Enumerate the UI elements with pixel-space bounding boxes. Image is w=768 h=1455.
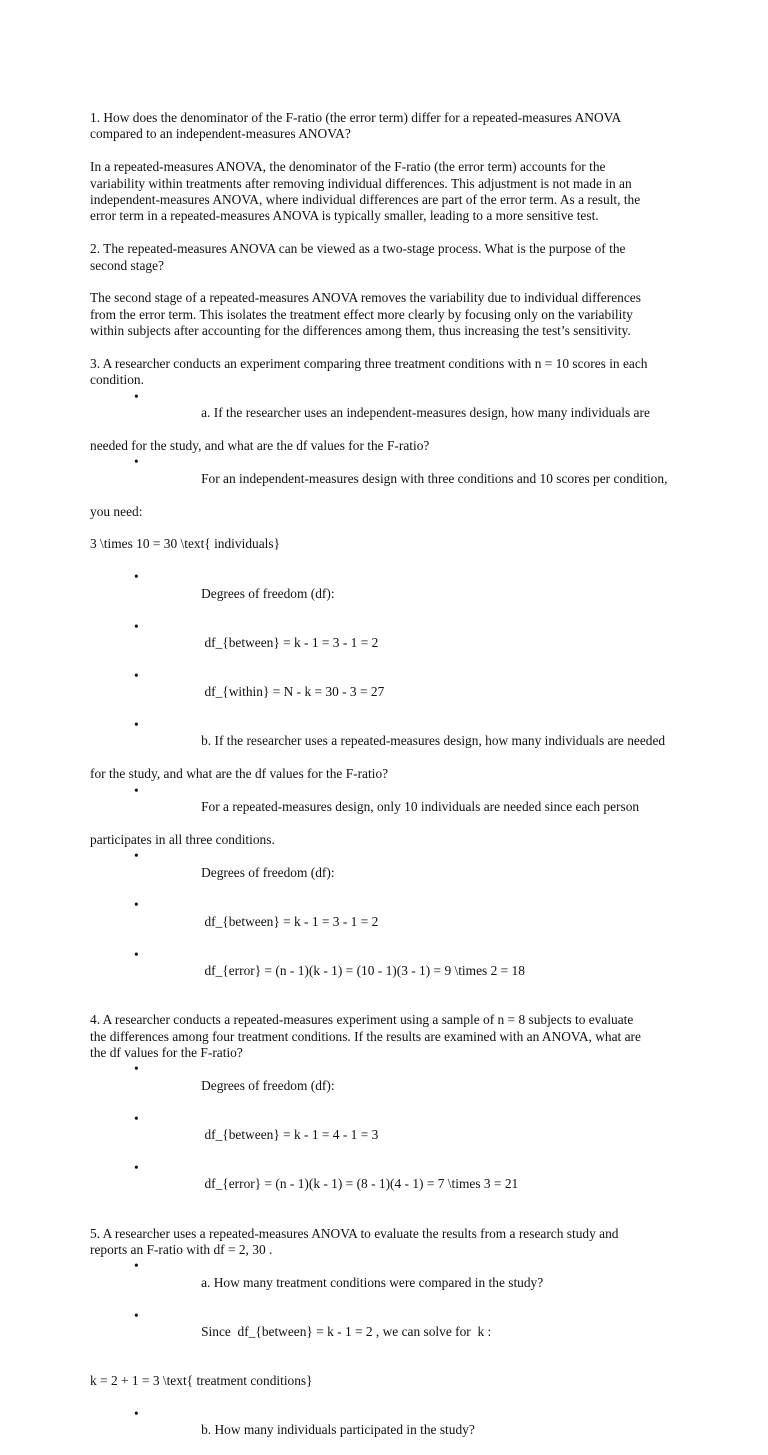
df-value: df_{between} = k - 1 = 3 - 1 = 2 <box>201 635 378 650</box>
part-b-answer-cont: participates in all three conditions. <box>90 832 680 848</box>
list-item <box>90 1406 680 1455</box>
answer-text: independent-measures ANOVA, where individual differences are part of the error term. As a result, the <box>90 192 680 208</box>
bullet-icon: • <box>134 717 139 733</box>
list-item <box>90 619 680 668</box>
bullet-icon: • <box>134 389 139 405</box>
bullet-icon: • <box>134 1258 139 1274</box>
list-item <box>90 1160 680 1209</box>
df-value: df_{error} = (n - 1)(k - 1) = (10 - 1)(3 - 1) = 9 \times 2 = 18 <box>201 963 525 978</box>
df-heading: Degrees of freedom (df): <box>201 586 334 601</box>
bullet-icon: • <box>134 897 139 913</box>
answer-2 <box>90 290 680 339</box>
question-text: the df values for the F-ratio? <box>90 1045 680 1061</box>
df-heading: Degrees of freedom (df): <box>201 865 334 880</box>
df-heading: Degrees of freedom (df): <box>201 1078 334 1093</box>
list-item <box>90 454 680 503</box>
question-4 <box>90 1012 680 1209</box>
list-item <box>90 1061 680 1110</box>
question-5 <box>90 1226 680 1455</box>
question-3 <box>90 356 680 996</box>
answer-1 <box>90 159 680 225</box>
part-a-question-cont: needed for the study, and what are the df values for the F-ratio? <box>90 438 680 454</box>
answer-text: variability within treatments after removing individual differences. This adjustment is not made in an <box>90 176 680 192</box>
bullet-icon: • <box>134 1061 139 1077</box>
df-value: df_{error} = (n - 1)(k - 1) = (8 - 1)(4 - 1) = 7 \times 3 = 21 <box>201 1176 518 1191</box>
list-item <box>90 389 680 438</box>
df-value: df_{within} = N - k = 30 - 3 = 27 <box>201 684 384 699</box>
list-item <box>90 668 680 717</box>
bullet-icon: • <box>134 569 139 585</box>
bullet-icon: • <box>134 1308 139 1324</box>
part-a-question: a. How many treatment conditions were compared in the study? <box>201 1275 543 1290</box>
answer-text: The second stage of a repeated-measures ANOVA removes the variability due to individual differences <box>90 290 680 306</box>
list-item <box>90 1258 680 1307</box>
question-text: second stage? <box>90 258 680 274</box>
bullet-icon: • <box>134 619 139 635</box>
question-text: condition. <box>90 372 680 388</box>
part-a-answer-cont: you need: <box>90 504 680 520</box>
bullet-icon: • <box>134 1160 139 1176</box>
question-text: 3. A researcher conducts an experiment comparing three treatment conditions with n = 10 scores in each <box>90 356 680 372</box>
question-text: 1. How does the denominator of the F-ratio (the error term) differ for a repeated-measures ANOVA <box>90 110 680 126</box>
question-1 <box>90 110 680 143</box>
list-item <box>90 717 680 766</box>
question-text: reports an F-ratio with df = 2, 30 . <box>90 1242 680 1258</box>
formula: 3 \times 10 = 30 \text{ individuals} <box>90 536 680 552</box>
answer-text: In a repeated-measures ANOVA, the denominator of the F-ratio (the error term) accounts for the <box>90 159 680 175</box>
df-value: df_{between} = k - 1 = 3 - 1 = 2 <box>201 914 378 929</box>
df-value: df_{between} = k - 1 = 4 - 1 = 3 <box>201 1127 378 1142</box>
list-item <box>90 1111 680 1160</box>
question-text: 5. A researcher uses a repeated-measures ANOVA to evaluate the results from a research study and <box>90 1226 680 1242</box>
bullet-icon: • <box>134 783 139 799</box>
document-page <box>90 110 680 1455</box>
bullet-icon: • <box>134 454 139 470</box>
list-item <box>90 848 680 897</box>
question-text: 2. The repeated-measures ANOVA can be viewed as a two-stage process. What is the purpose of the <box>90 241 680 257</box>
part-b-question: b. How many individuals participated in the study? <box>201 1422 475 1437</box>
list-item <box>90 897 680 946</box>
question-2 <box>90 241 680 274</box>
answer-text: from the error term. This isolates the treatment effect more clearly by focusing only on the variability <box>90 307 680 323</box>
question-text: the differences among four treatment conditions. If the results are examined with an ANOVA, what are <box>90 1029 680 1045</box>
bullet-icon: • <box>134 848 139 864</box>
list-item <box>90 569 680 618</box>
part-b-question: b. If the researcher uses a repeated-measures design, how many individuals are needed <box>201 733 665 748</box>
part-b-question-cont: for the study, and what are the df values for the F-ratio? <box>90 766 680 782</box>
part-a-question: a. If the researcher uses an independent-measures design, how many individuals are <box>201 405 650 420</box>
question-text: compared to an independent-measures ANOVA? <box>90 126 680 142</box>
question-text: 4. A researcher conducts a repeated-measures experiment using a sample of n = 8 subjects to evaluate <box>90 1012 680 1028</box>
part-a-answer: For an independent-measures design with three conditions and 10 scores per condition, <box>201 471 667 486</box>
part-b-answer: For a repeated-measures design, only 10 individuals are needed since each person <box>201 799 639 814</box>
bullet-icon: • <box>134 668 139 684</box>
answer-text: error term in a repeated-measures ANOVA is typically smaller, leading to a more sensitive test. <box>90 208 680 224</box>
bullet-icon: • <box>134 947 139 963</box>
formula: k = 2 + 1 = 3 \text{ treatment conditions} <box>90 1373 680 1389</box>
part-a-answer: Since df_{between} = k - 1 = 2 , we can solve for k : <box>201 1324 491 1339</box>
bullet-icon: • <box>134 1111 139 1127</box>
answer-text: within subjects after accounting for the differences among them, thus increasing the test’s sensitivity. <box>90 323 680 339</box>
list-item <box>90 1308 680 1357</box>
bullet-icon: • <box>134 1406 139 1422</box>
list-item <box>90 947 680 996</box>
list-item <box>90 783 680 832</box>
